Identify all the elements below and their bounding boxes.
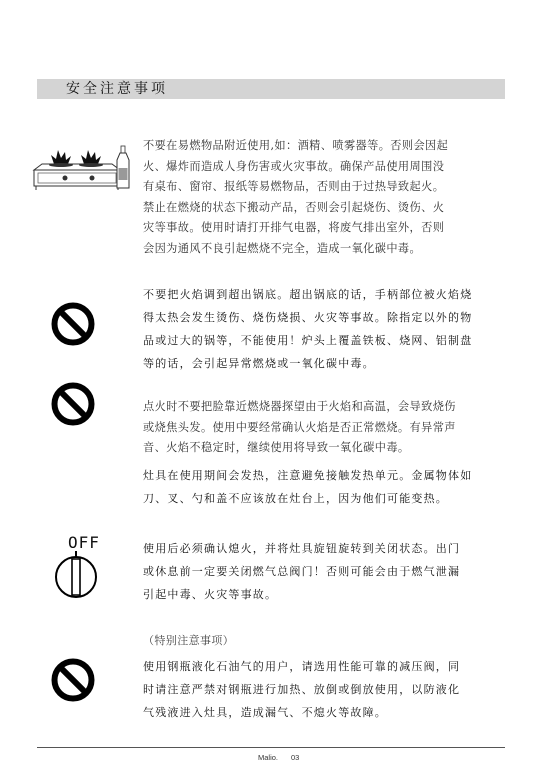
warning-flame-size: 不要把火焰调到超出锅底。超出锅底的话，手柄部位被火焰烧 得太热会发生烫伤、烧伤烧损、火灾等事故。除指定以外的物 品或过大的锅等，不能使用！炉头上覆盖铁板、烧网、铝制盘 等的话，会引起异常燃烧或一氧化碳中毒。: [143, 288, 473, 370]
warning-ignition: 点火时不要把脸靠近燃烧器探望由于火焰和高温，会导致烧伤 或烧焦头发。使用中要经常确认火焰是否正常燃烧。有异常声 音、火焰不稳定时，继续使用将导致一氧化碳中毒。: [143, 400, 456, 454]
footer-divider: [37, 747, 505, 748]
warning-turn-off: 使用后必须确认熄火，并将灶具旋钮旋转到关闭状态。出门 或休息前一定要关闭燃气总阀门！否则可能会由于燃气泄漏 引起中毒、火灾等事故。: [143, 542, 461, 601]
prohibition-icon: [51, 382, 95, 426]
knob-off-icon: [53, 550, 99, 600]
page-number: 03: [291, 753, 300, 762]
page-title: 安全注意事项: [66, 81, 168, 97]
prohibition-icon: [51, 302, 95, 346]
footer-brand: Malio.: [258, 753, 279, 762]
warning-hot-surface: 灶具在使用期间会发热，注意避免接触发热单元。金属物体如 刀、叉、勺和盖不应该放在灶台上，因为他们可能变热。: [143, 469, 473, 505]
off-label: OFF: [68, 533, 100, 552]
special-notes-title: （特别注意事项）: [143, 634, 235, 647]
warning-flammables: 不要在易燃物品附近使用,如：酒精、喷雾器等。否则会因起 火、爆炸而造成人身伤害或火灾事故。确保产品使用周围没 有桌布、窗帘、报纸等易燃物品，否则由于过热导致起火。 禁止在燃烧的状态下搬动产品，否则会引起烧伤、烫伤、火 灾等事故。使用时请打开排气电器，将废气排出室外，否则 会因为通风不良引起燃烧不完全，造成一氧化碳中毒。: [143, 139, 449, 255]
prohibition-icon: [51, 658, 95, 702]
warning-lpg-cylinder: 使用钢瓶液化石油气的用户，请选用性能可靠的减压阀，同 时请注意严禁对钢瓶进行加热、放倒或倒放使用，以防液化 气残液进入灶具，造成漏气、不熄火等故障。: [143, 660, 461, 719]
stove-with-bottle-icon: [30, 144, 134, 194]
